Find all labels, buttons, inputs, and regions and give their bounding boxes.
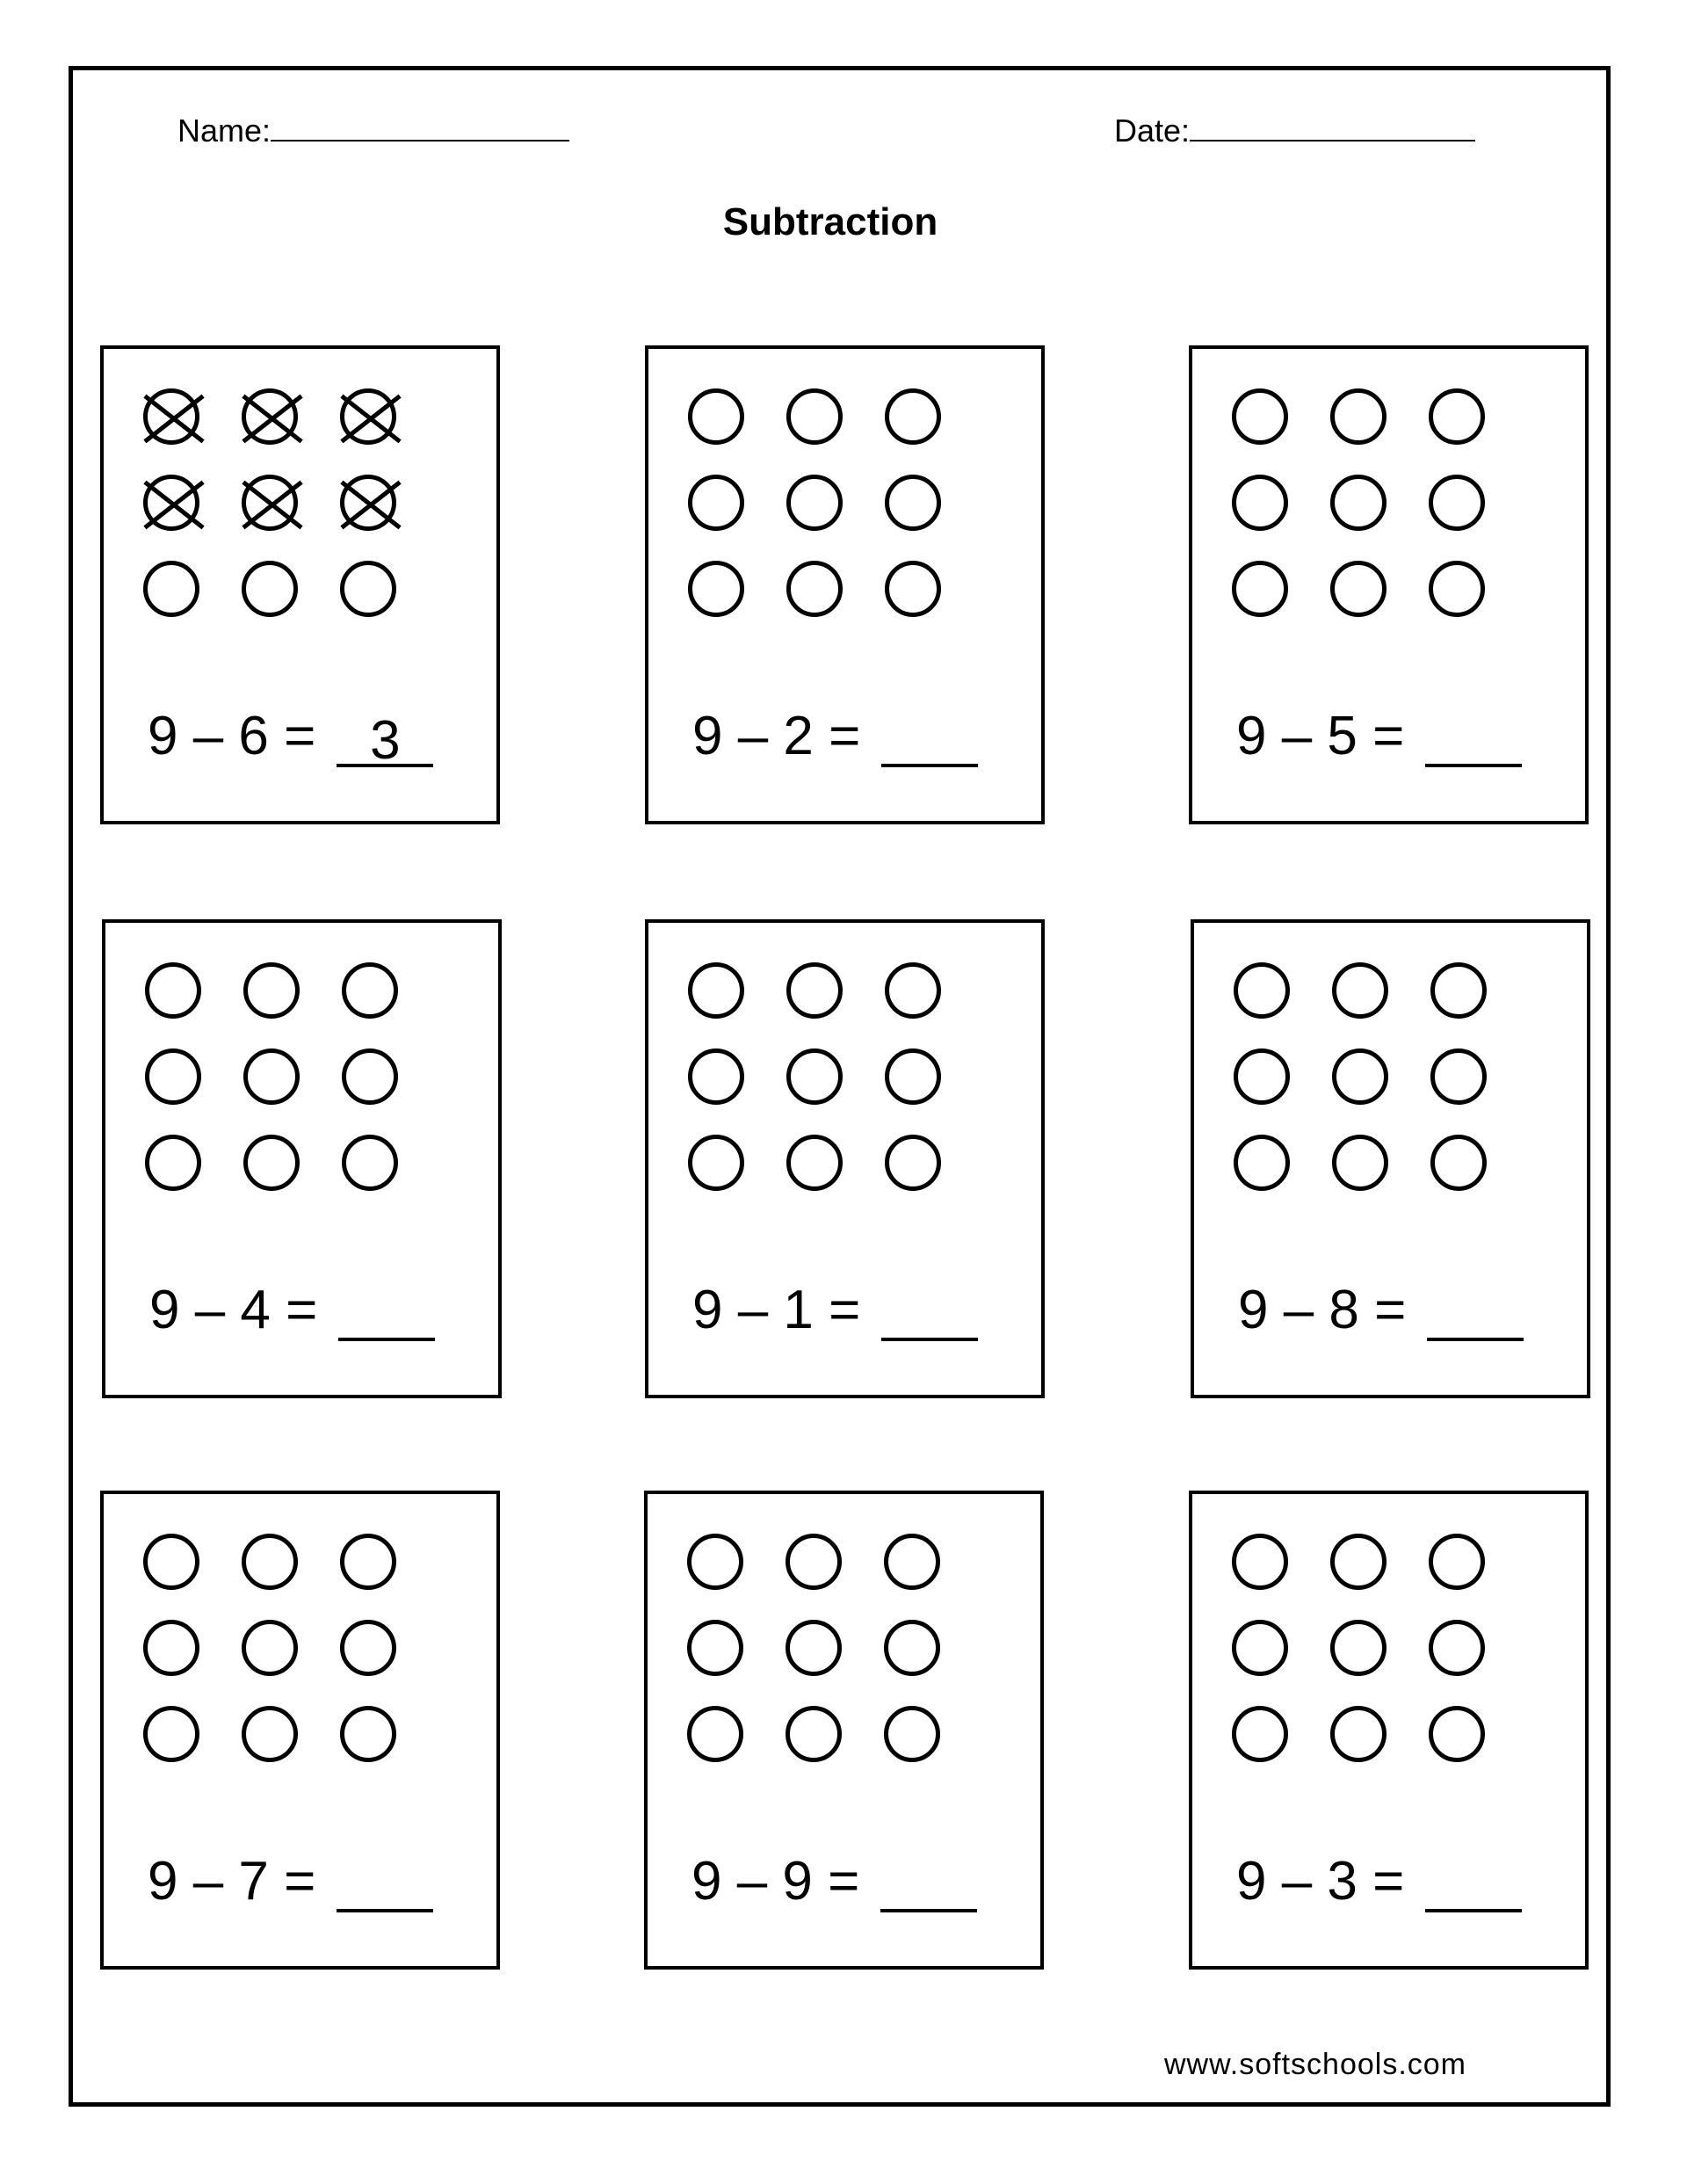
equation-text: 9 – 3 = [1236, 1851, 1405, 1912]
counter-circle[interactable] [342, 1048, 398, 1105]
counter-circle[interactable] [786, 1135, 843, 1191]
counter-circle[interactable] [1332, 1135, 1388, 1191]
counter-circle[interactable] [1232, 388, 1288, 445]
counter-circle[interactable] [1429, 388, 1485, 445]
counter-grid [143, 1534, 380, 1797]
counter-circle[interactable] [1232, 1620, 1288, 1676]
equation [691, 1850, 977, 1912]
crossed-counter[interactable] [340, 475, 396, 531]
counter-circle[interactable] [340, 1534, 396, 1590]
counter-circle[interactable] [884, 1620, 940, 1676]
counter-circle[interactable] [1430, 962, 1487, 1019]
problem-card [100, 345, 500, 824]
crossed-counter[interactable] [143, 475, 199, 531]
counter-circle[interactable] [340, 1620, 396, 1676]
counter-grid [1232, 388, 1469, 652]
counter-circle[interactable] [1430, 1048, 1487, 1105]
counter-circle[interactable] [688, 962, 744, 1019]
counter-circle[interactable] [1429, 1706, 1485, 1762]
counter-circle[interactable] [1234, 1048, 1290, 1105]
counter-circle[interactable] [243, 1135, 300, 1191]
crossed-counter[interactable] [242, 475, 298, 531]
counter-circle[interactable] [145, 1135, 201, 1191]
equation [692, 1279, 978, 1341]
counter-circle[interactable] [1234, 1135, 1290, 1191]
crossed-counter[interactable] [143, 388, 199, 445]
equation [692, 705, 978, 767]
counter-circle[interactable] [1234, 962, 1290, 1019]
counter-circle[interactable] [1330, 475, 1387, 531]
counter-grid [1234, 962, 1471, 1226]
counter-circle[interactable] [687, 1620, 743, 1676]
name-label: Name: [177, 112, 272, 149]
counter-circle[interactable] [242, 1534, 298, 1590]
equation [1236, 705, 1522, 767]
crossed-counter[interactable] [242, 388, 298, 445]
counter-circle[interactable] [1232, 1534, 1288, 1590]
counter-circle[interactable] [786, 1620, 842, 1676]
counter-circle[interactable] [786, 475, 843, 531]
name-line [271, 136, 569, 141]
problem-card [1189, 1491, 1589, 1970]
problem-card [645, 345, 1045, 824]
problem-card [644, 1491, 1044, 1970]
counter-circle[interactable] [143, 561, 199, 617]
counter-circle[interactable] [143, 1534, 199, 1590]
counter-circle[interactable] [143, 1620, 199, 1676]
counter-circle[interactable] [885, 475, 941, 531]
counter-grid [688, 388, 925, 652]
counter-circle[interactable] [1429, 475, 1485, 531]
counter-circle[interactable] [145, 1048, 201, 1105]
counter-circle[interactable] [1330, 1706, 1387, 1762]
counter-circle[interactable] [1429, 1620, 1485, 1676]
name-field[interactable] [177, 112, 569, 149]
counter-circle[interactable] [884, 1706, 940, 1762]
answer-blank[interactable] [881, 715, 978, 767]
answer-blank[interactable]: 3 [337, 715, 433, 767]
counter-circle[interactable] [1429, 561, 1485, 617]
counter-circle[interactable] [1330, 561, 1387, 617]
counter-circle[interactable] [688, 561, 744, 617]
problem-card [1189, 345, 1589, 824]
answer-blank[interactable] [1425, 1860, 1522, 1912]
equation-text: 9 – 6 = [148, 706, 316, 766]
counter-circle[interactable] [885, 561, 941, 617]
counter-circle[interactable] [786, 388, 843, 445]
counter-circle[interactable] [1330, 1620, 1387, 1676]
counter-circle[interactable] [688, 475, 744, 531]
counter-grid [143, 388, 380, 652]
counter-circle[interactable] [786, 561, 843, 617]
counter-circle[interactable] [145, 962, 201, 1019]
answer-blank[interactable] [880, 1860, 977, 1912]
counter-circle[interactable] [342, 962, 398, 1019]
website-link[interactable]: www.softschools.com [1164, 2048, 1466, 2081]
counter-grid [145, 962, 382, 1226]
counter-circle[interactable] [242, 1706, 298, 1762]
counter-circle[interactable] [1429, 1534, 1485, 1590]
counter-circle[interactable] [340, 1706, 396, 1762]
date-label: Date: [1114, 112, 1191, 149]
counter-grid [687, 1534, 924, 1797]
equation-text: 9 – 9 = [691, 1851, 860, 1912]
counter-grid [688, 962, 925, 1226]
counter-circle[interactable] [1330, 388, 1387, 445]
answer-blank[interactable] [1425, 715, 1522, 767]
equation [148, 1850, 433, 1912]
equation [1238, 1279, 1524, 1341]
counter-circle[interactable] [688, 1048, 744, 1105]
counter-circle[interactable] [885, 962, 941, 1019]
answer-blank[interactable] [881, 1288, 978, 1341]
counter-circle[interactable] [342, 1135, 398, 1191]
counter-circle[interactable] [340, 561, 396, 617]
equation-text: 9 – 2 = [692, 706, 861, 766]
counter-circle[interactable] [688, 1135, 744, 1191]
counter-grid [1232, 1534, 1469, 1797]
counter-circle[interactable] [687, 1706, 743, 1762]
counter-circle[interactable] [1232, 1706, 1288, 1762]
problem-card [102, 919, 502, 1398]
answer-blank[interactable] [1427, 1288, 1524, 1341]
page-title: Subtraction [722, 200, 938, 243]
counter-circle[interactable] [885, 1048, 941, 1105]
counter-circle[interactable] [1332, 962, 1388, 1019]
answer-blank[interactable] [337, 1860, 433, 1912]
equation-text: 9 – 4 = [149, 1280, 318, 1340]
equation [148, 705, 433, 771]
crossed-counter[interactable] [340, 388, 396, 445]
problem-card [1191, 919, 1590, 1398]
equation-text: 9 – 5 = [1236, 706, 1405, 766]
counter-circle[interactable] [243, 962, 300, 1019]
counter-circle[interactable] [786, 1534, 842, 1590]
problem-card [100, 1491, 500, 1970]
counter-circle[interactable] [1232, 561, 1288, 617]
counter-circle[interactable] [1332, 1048, 1388, 1105]
counter-circle[interactable] [242, 561, 298, 617]
equation [149, 1279, 435, 1341]
counter-circle[interactable] [786, 962, 843, 1019]
equation-text: 9 – 7 = [148, 1851, 316, 1912]
equation [1236, 1850, 1522, 1912]
equation-text: 9 – 8 = [1238, 1280, 1407, 1340]
date-field[interactable] [1114, 112, 1475, 149]
counter-circle[interactable] [786, 1048, 843, 1105]
counter-circle[interactable] [688, 388, 744, 445]
counter-circle[interactable] [885, 388, 941, 445]
counter-circle[interactable] [143, 1706, 199, 1762]
date-line [1190, 136, 1475, 141]
counter-circle[interactable] [243, 1048, 300, 1105]
counter-circle[interactable] [1430, 1135, 1487, 1191]
counter-circle[interactable] [885, 1135, 941, 1191]
counter-circle[interactable] [884, 1534, 940, 1590]
counter-circle[interactable] [1330, 1534, 1387, 1590]
problem-card [645, 919, 1045, 1398]
counter-circle[interactable] [786, 1706, 842, 1762]
equation-text: 9 – 1 = [692, 1280, 861, 1340]
counter-circle[interactable] [1232, 475, 1288, 531]
counter-circle[interactable] [687, 1534, 743, 1590]
answer-blank[interactable] [338, 1288, 435, 1341]
counter-circle[interactable] [242, 1620, 298, 1676]
